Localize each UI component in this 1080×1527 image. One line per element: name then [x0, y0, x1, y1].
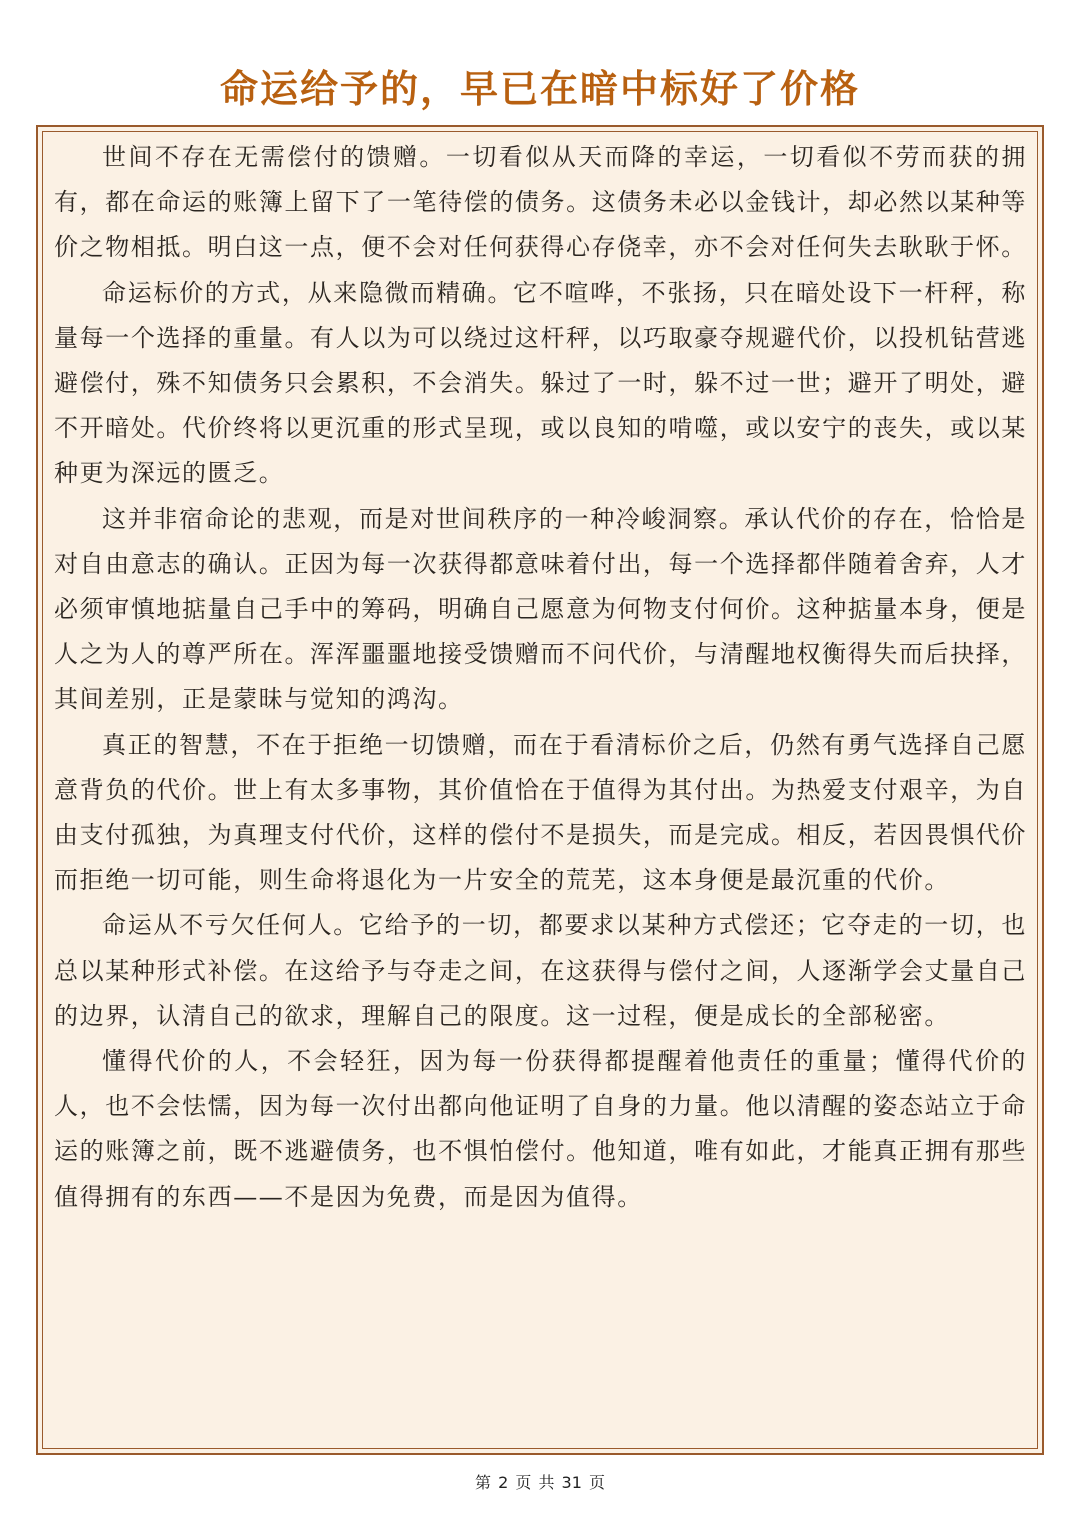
paragraph-1: 世间不存在无需偿付的馈赠。一切看似从天而降的幸运，一切看似不劳而获的拥有，都在命运的账簿上留下了一笔待偿的债务。这债务未必以金钱计，却必然以某种等价之物相抵。明白这一点，便不会对任何获得心存侥幸，亦不会对任何失去耿耿于怀。 [54, 143, 1027, 262]
paragraph-4: 真正的智慧，不在于拒绝一切馈赠，而在于看清标价之后，仍然有勇气选择自己愿意背负的代价。世上有太多事物，其价值恰在于值得为其付出。为热爱支付艰辛，为自由支付孤独，为真理支付代价，这样的偿付不是损失，而是完成。相反，若因畏惧代价而拒绝一切可能，则生命将退化为一片安全的荒芜，这本身便是最沉重的代价。 [54, 730, 1027, 895]
page-number: 第 2 页 共 31 页 [475, 1473, 605, 1492]
page-title: 命运给予的，早已在暗中标好了价格 [219, 67, 860, 111]
paragraph-3: 这并非宿命论的悲观，而是对世间秩序的一种冷峻洞察。承认代价的存在，恰恰是对自由意志的确认。正因为每一次获得都意味着付出，每一个选择都伴随着舍弃，人才必须审慎地掂量自己手中的筹码，明确自己愿意为何物支付何价。这种掂量本身，便是人之为人的尊严所在。浑浑噩噩地接受馈赠而不问代价，与清醒地权衡得失而后抉择，其间差别，正是蒙昧与觉知的鸿沟。 [54, 504, 1027, 714]
paragraph-5: 命运从不亏欠任何人。它给予的一切，都要求以某种方式偿还；它夺走的一切，也总以某种形式补偿。在这给予与夺走之间，在这获得与偿付之间，人逐渐学会丈量自己的边界，认清自己的欲求，理解自己的限度。这一过程，便是成长的全部秘密。 [54, 911, 1027, 1030]
content-frame [36, 125, 1044, 1455]
article-body [54, 135, 1027, 1220]
paragraph-2: 命运标价的方式，从来隐微而精确。它不喧哗，不张扬，只在暗处设下一杆秤，称量每一个选择的重量。有人以为可以绕过这杆秤，以巧取豪夺规避代价，以投机钻营逃避偿付，殊不知债务只会累积，不会消失。躲过了一时，躲不过一世；避开了明处，避不开暗处。代价终将以更沉重的形式呈现，或以良知的啃噬，或以安宁的丧失，或以某种更为深远的匮乏。 [54, 278, 1027, 488]
paragraph-6: 懂得代价的人，不会轻狂，因为每一份获得都提醒着他责任的重量；懂得代价的人，也不会怯懦，因为每一次付出都向他证明了自身的力量。他以清醒的姿态站立于命运的账簿之前，既不逃避债务，也不惧怕偿付。他知道，唯有如此，才能真正拥有那些值得拥有的东西——不是因为免费，而是因为值得。 [54, 1047, 1027, 1211]
